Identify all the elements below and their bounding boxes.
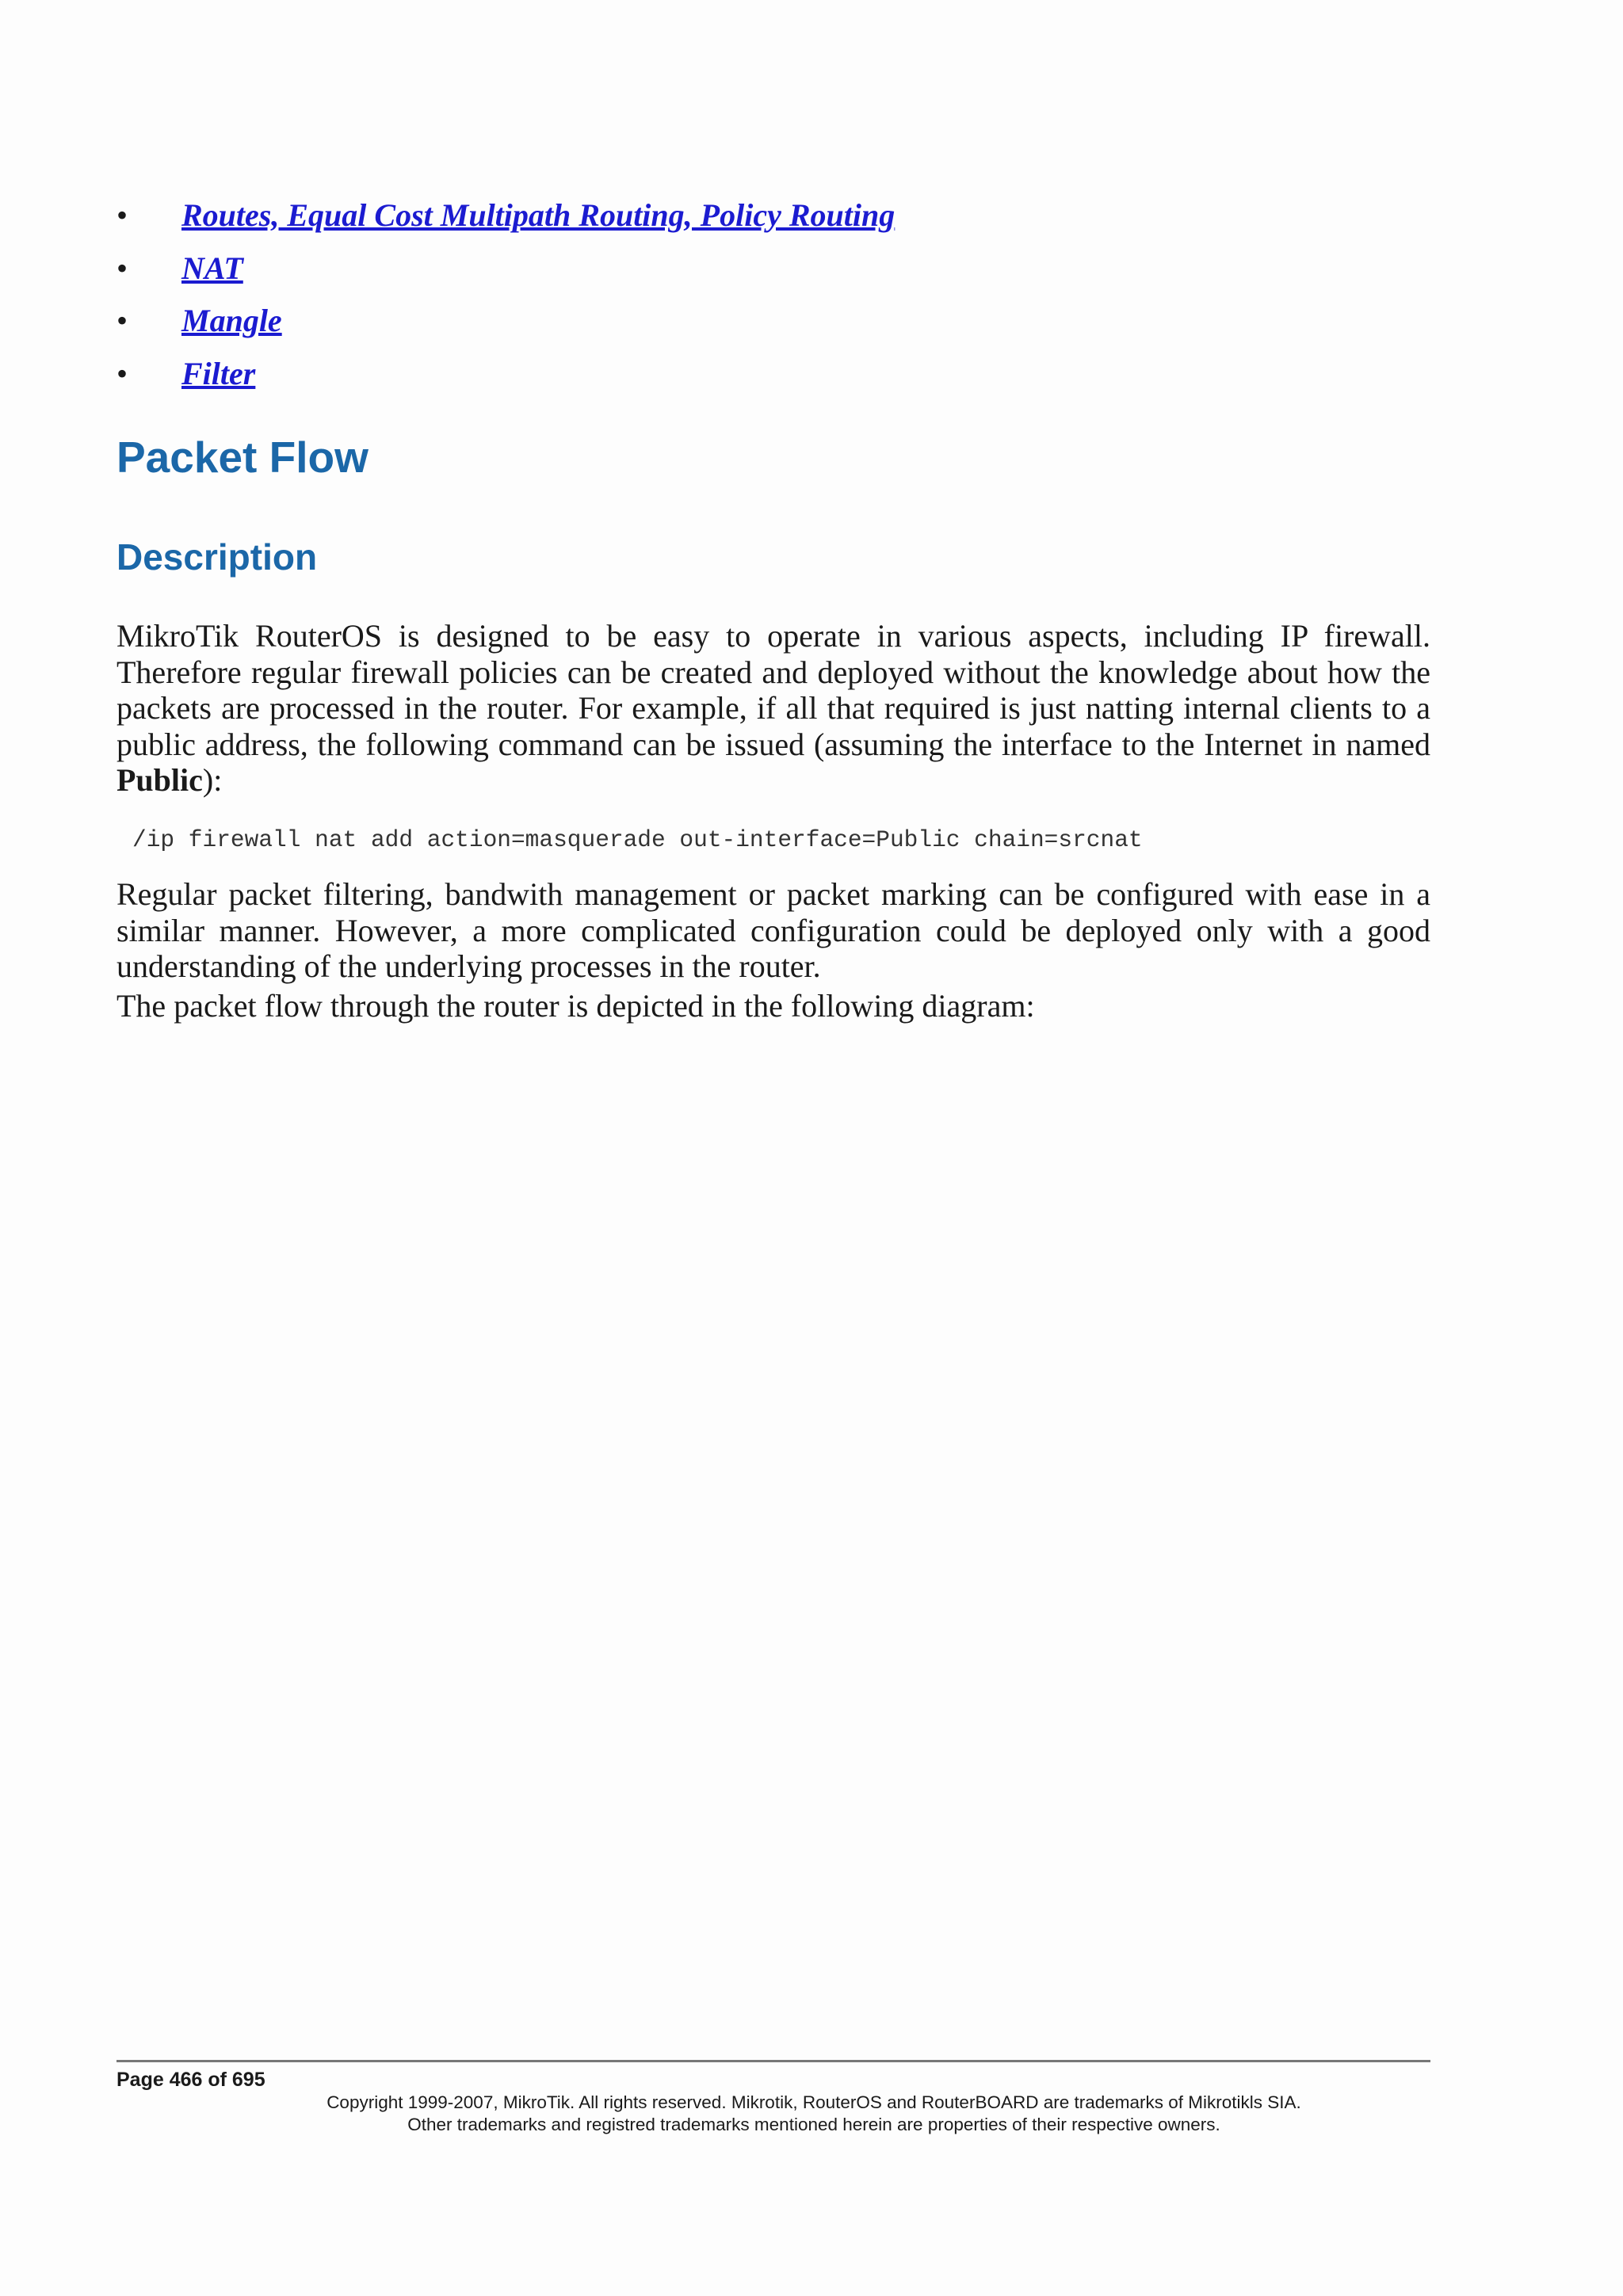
code-example: /ip firewall nat add action=masquerade out-interface=Public chain=srcnat <box>132 826 1143 853</box>
diagram-intro-paragraph: The packet flow through the router is depicted in the following diagram: <box>116 988 1035 1024</box>
interface-name: Public <box>116 762 203 798</box>
copyright-notice <box>291 2092 1337 2136</box>
bullet: • <box>116 197 128 233</box>
trademark-line: Other trademarks and registred trademarks mentioned herein are properties of their respective owners. <box>407 2115 1220 2134</box>
paragraph-text-end: ): <box>202 762 223 798</box>
subsection-heading: Description <box>116 536 318 578</box>
copyright-line: Copyright 1999-2007, MikroTik. All rights reserved. Mikrotik, RouterOS and RouterBOARD are trademarks of Mikrotikls SIA. <box>327 2092 1301 2112</box>
bullet: • <box>116 250 128 286</box>
paragraph-text: MikroTik RouterOS is designed to be easy to operate in various aspects, including IP firewall. Therefore regular firewall policies can be created and deployed without the knowledge about how the packets are processed in the router. For example, if all that required is just natting internal clients to a public address, the following command can be issued (assuming the interface to the Internet in named <box>116 618 1430 762</box>
section-heading: Packet Flow <box>116 433 369 482</box>
bullet: • <box>116 355 128 391</box>
description-paragraph <box>116 618 1430 799</box>
footer-divider <box>116 2060 1430 2062</box>
link-nat[interactable]: NAT <box>181 250 243 286</box>
link-filter[interactable]: Filter <box>181 355 256 391</box>
page-number: Page 466 of 695 <box>116 2069 265 2091</box>
bullet: • <box>116 303 128 338</box>
link-routes[interactable]: Routes, Equal Cost Multipath Routing, Policy Routing <box>181 197 896 233</box>
configuration-paragraph: Regular packet filtering, bandwith management or packet marking can be configured with ease in a similar manner. However, a more complicated configuration could be deployed only with a good understanding of the underlying processes in the router. <box>116 876 1430 984</box>
link-mangle[interactable]: Mangle <box>181 303 282 338</box>
